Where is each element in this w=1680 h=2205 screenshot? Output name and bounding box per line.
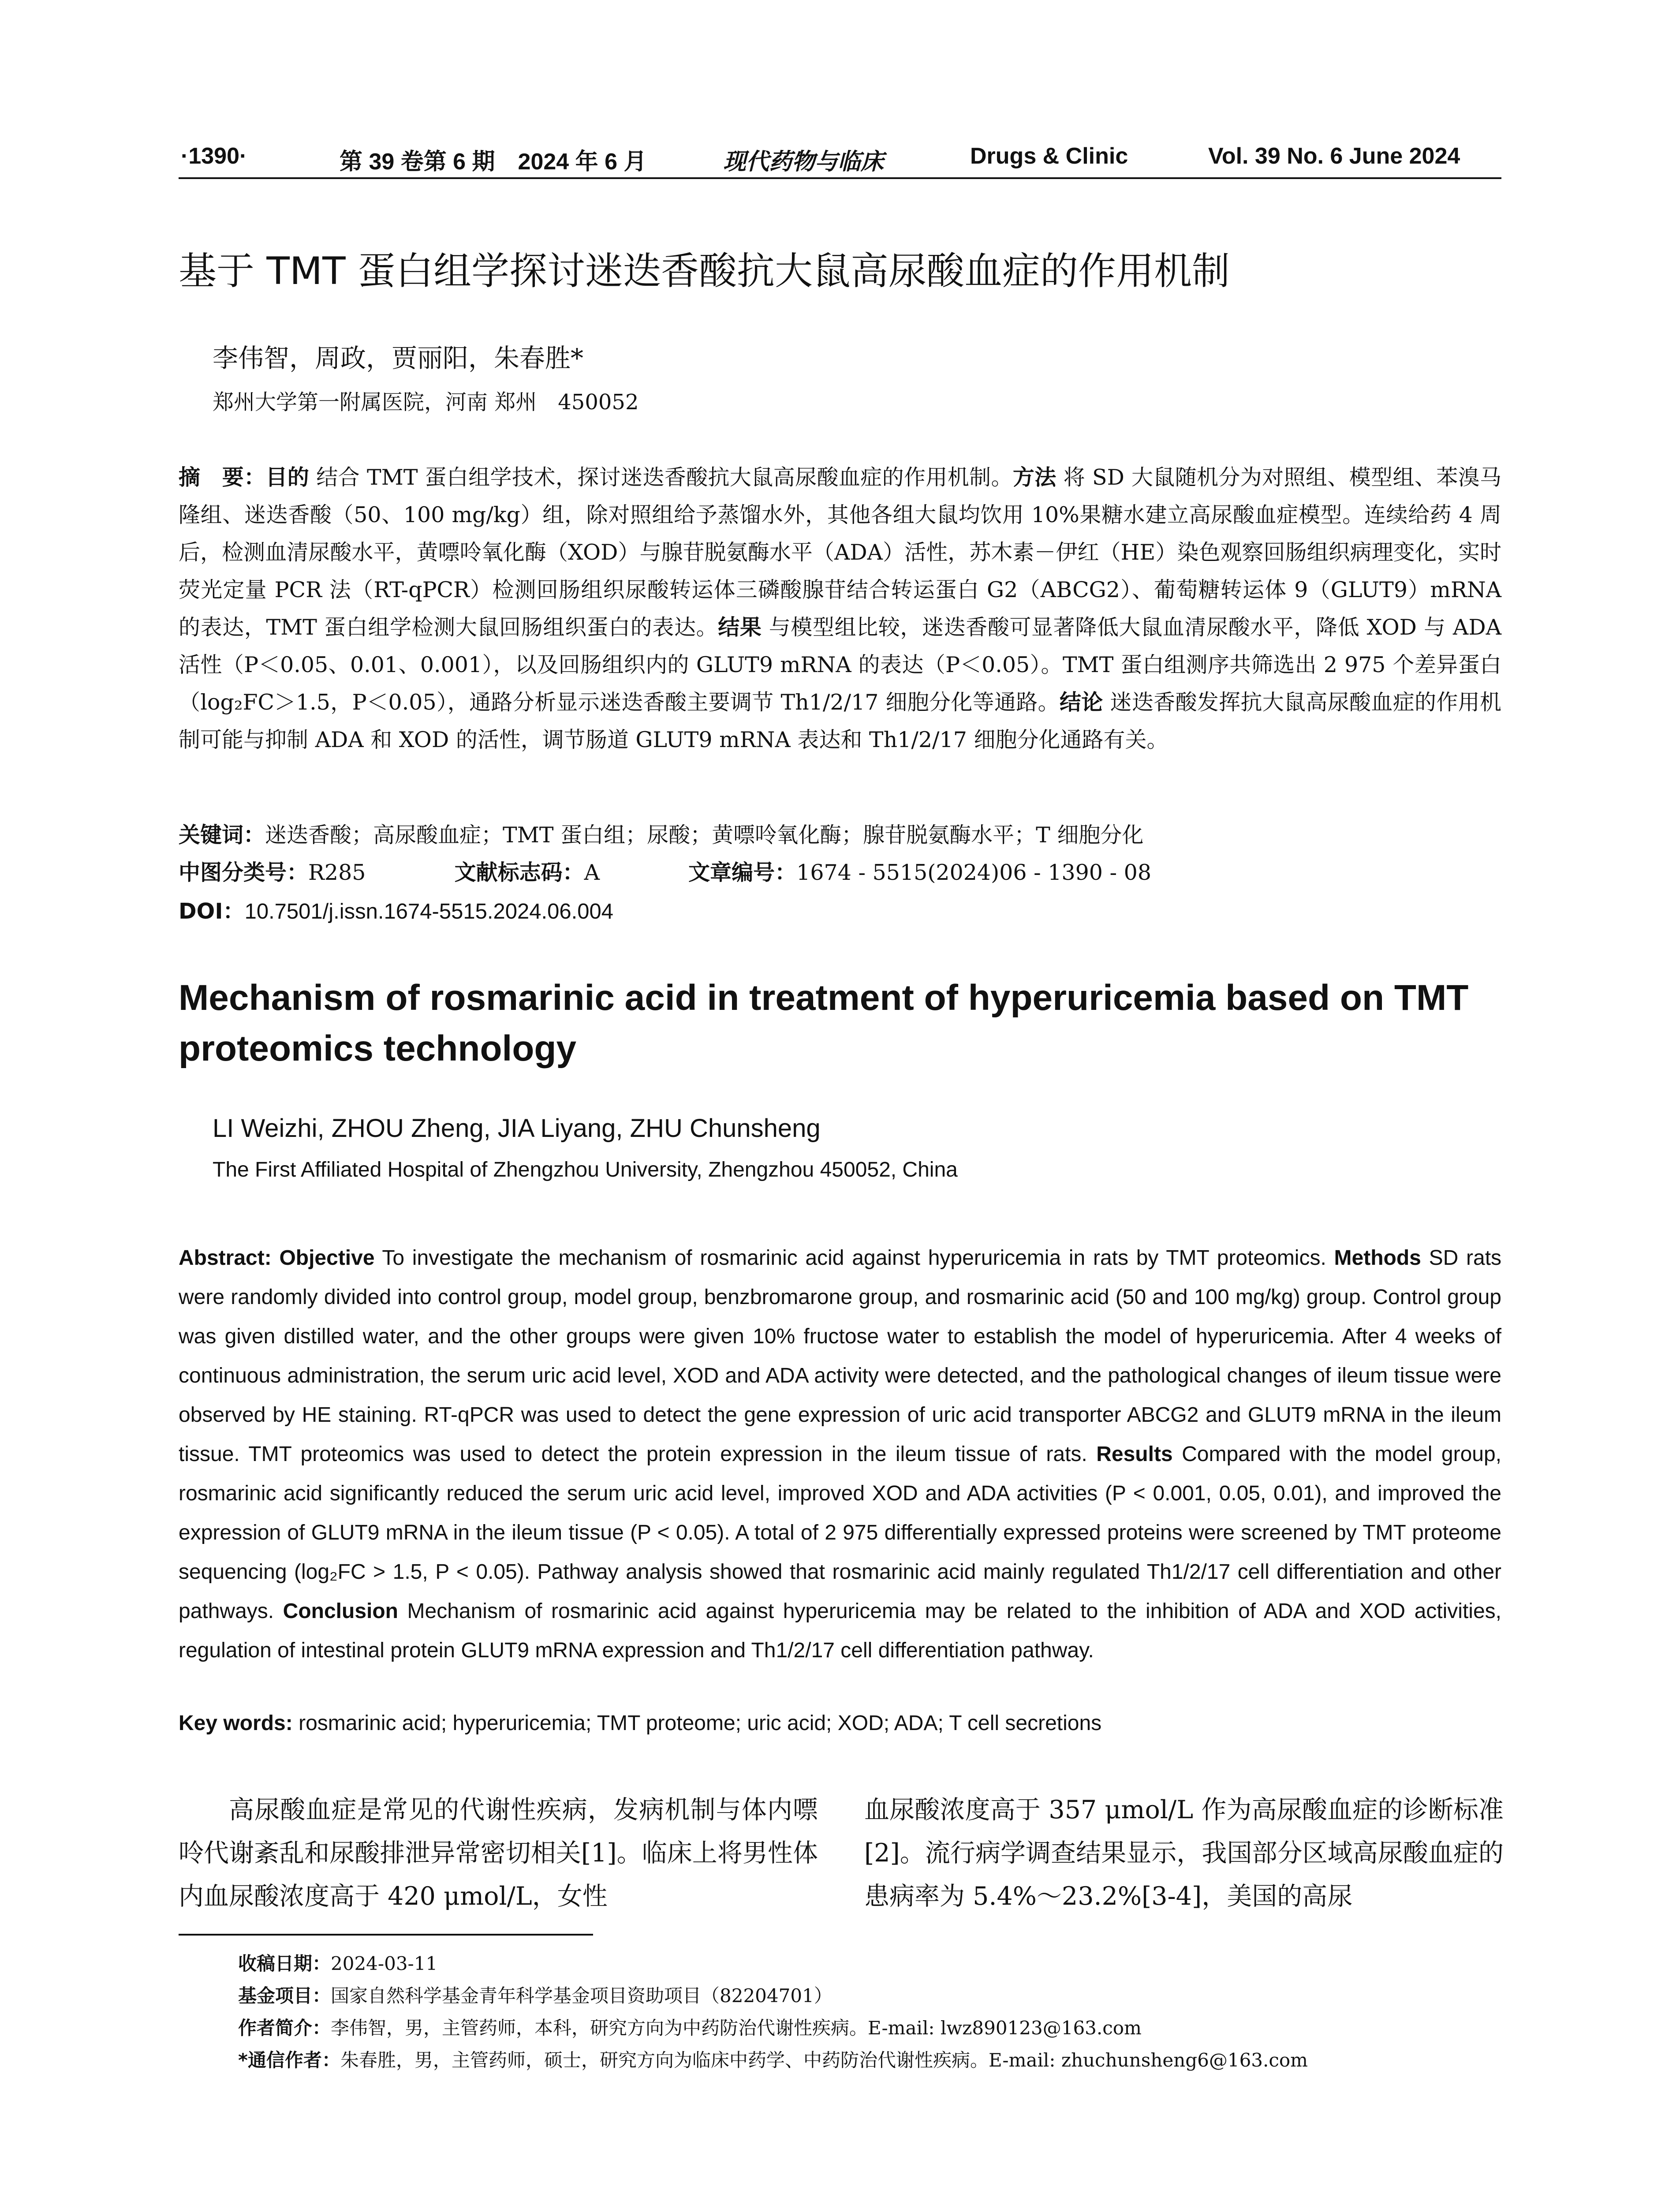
author-bio-label: 作者简介： [238, 2017, 331, 2039]
page-number: ·1390· [181, 143, 247, 169]
received-date: 2024-03-11 [331, 1953, 438, 1974]
methods-cn: 将 SD 大鼠随机分为对照组、模型组、苯溴马隆组、迷迭香酸（50、100 mg/kg）组，除对照组给予蒸馏水外，其他各组大鼠均饮用 10%果糖水建立高尿酸血症模型。连续给药 4 周后，检测血清尿酸水平，黄嘌呤氧化酶（XOD）与腺苷脱氨酶水平（ADA）活性，苏木素－伊红（HE）染色观察回肠组织病理变化，实时荧光定量 PCR 法（RT-qPCR）检测回肠组织尿酸转运体三磷酸腺苷结合转运蛋白 G2（ABCG2）、葡萄糖转运体 9（GLUT9）mRNA 的表达，TMT 蛋白组学检测大鼠回肠组织蛋白的表达。 [179, 465, 1501, 640]
footnote-author [238, 2014, 1142, 2040]
results-label-cn: 结果 [718, 615, 762, 640]
keywords-cn [179, 818, 1143, 849]
received-label: 收稿日期： [238, 1953, 331, 1974]
affiliation-cn: 郑州大学第一附属医院，河南 郑州 450052 [213, 390, 639, 415]
methods-label-en: Methods [1334, 1246, 1421, 1270]
doi-line [179, 894, 613, 925]
keywords-label-cn: 关键词： [179, 822, 265, 848]
objective-cn: 结合 TMT 蛋白组学技术，探讨迷迭香酸抗大鼠高尿酸血症的作用机制。 [316, 465, 1013, 490]
title-cn: 基于 TMT 蛋白组学探讨迷迭香酸抗大鼠高尿酸血症的作用机制 [179, 249, 1230, 293]
conclusion-label-en: Conclusion [283, 1600, 398, 1623]
fund-label: 基金项目： [238, 1985, 331, 2007]
results-cn: 与模型组比较，迷迭香酸可显著降低大鼠血清尿酸水平，降低 XOD 与 ADA 活性（P＜0.05、0.01、0.001），以及回肠组织内的 GLUT9 mRNA 的表达（P＜0.05）。TMT 蛋白组测序共筛选出 2 975 个差异蛋白（log₂FC＞1.5，P＜0.05），通路分析显示迷迭香酸主要调节 Th1/2/17 细胞分化等通路。 [179, 615, 1501, 715]
running-header [181, 140, 1499, 176]
authors-cn: 李伟智，周政，贾丽阳，朱春胜* [213, 343, 584, 373]
keywords-label-en: Key words: [179, 1712, 293, 1735]
article-number-label: 文章编号： [688, 860, 797, 885]
footnote-corresponding [238, 2046, 1308, 2072]
title-en: Mechanism of rosmarinic acid in treatment of hyperuricemia based on TMT proteomics technology [179, 978, 1469, 1069]
abstract-en [179, 1238, 1501, 1670]
methods-en: SD rats were randomly divided into control group, model group, benzbromarone group, and rosmarinic acid (50 and 100 mg/kg) group. Control group was given distilled water, and the other groups were given 10% fructose water to establish the model of hyperuricemia. After 4 weeks of continuous administration, the serum uric acid level, XOD and ADA activity were detected, and the pathological changes of ileum tissue were observed by HE staining. RT-qPCR was used to detect the gene expression of uric acid transporter ABCG2 and GLUT9 mRNA in the ileum tissue. TMT proteomics was used to detect the protein expression in the ileum tissue of rats. [179, 1246, 1502, 1466]
objective-en: To investigate the mechanism of rosmarinic acid against hyperuricemia in rats by TMT proteomics. [382, 1246, 1326, 1270]
objective-label-en: Objective [279, 1246, 375, 1270]
abstract-label-en: Abstract: [179, 1246, 272, 1270]
results-label-en: Results [1096, 1443, 1173, 1466]
journal-name-en: Drugs & Clinic [970, 143, 1128, 169]
keywords-text-cn: 迷迭香酸；高尿酸血症；TMT 蛋白组；尿酸；黄嘌呤氧化酶；腺苷脱氨酶水平；T 细胞分化 [265, 822, 1144, 848]
doc-code-value: A [584, 860, 600, 885]
keywords-en [179, 1711, 1101, 1735]
objective-label-cn: 目的 [265, 465, 310, 490]
conclusion-cn: 迷迭香酸发挥抗大鼠高尿酸血症的作用机制可能与抑制 ADA 和 XOD 的活性，调节肠道 GLUT9 mRNA 表达和 Th1/2/17 细胞分化通路有关。 [179, 690, 1501, 752]
classification-line [179, 856, 1151, 886]
footnote-rule [179, 1934, 593, 1936]
doc-code-label: 文献标志码： [454, 860, 584, 885]
fund-text: 国家自然科学基金青年科学基金项目资助项目（82204701） [331, 1985, 833, 2007]
methods-label-cn: 方法 [1012, 465, 1057, 490]
body-column-right: 血尿酸浓度高于 357 μmol/L 作为高尿酸血症的诊断标准[2]。流行病学调查结果显示，我国部分区域高尿酸血症的患病率为 5.4%～23.2%[3-4]，美国的高尿 [864, 1795, 1504, 1911]
article-number-value: 1674 - 5515(2024)06 - 1390 - 08 [796, 860, 1152, 885]
results-en: Compared with the model group, rosmarinic acid significantly reduced the serum uric acid level, improved XOD and ADA activities (P < 0.001, 0.05, 0.01), and improved the expression of GLUT9 mRNA in the ileum tissue (P < 0.05). A total of 2 975 differentially expressed proteins were screened by TMT proteome sequencing (log₂FC > 1.5, P < 0.05). Pathway analysis showed that rosmarinic acid mainly regulated Th1/2/17 cell differentiation and other pathways. [179, 1443, 1501, 1623]
conclusion-label-cn: 结论 [1059, 690, 1103, 715]
clc-label: 中图分类号： [179, 860, 309, 885]
corresponding-label: *通信作者： [238, 2049, 340, 2071]
author-bio-text: 李伟智，男，主管药师，本科，研究方向为中药防治代谢性疾病。E-mail: lwz890123@163.com [331, 2017, 1142, 2039]
issue-en: Vol. 39 No. 6 June 2024 [1208, 143, 1460, 169]
conclusion-en: Mechanism of rosmarinic acid against hyperuricemia may be related to the inhibition of ADA and XOD activities, regulation of intestinal protein GLUT9 mRNA expression and Th1/2/17 cell differentiation pathway. [179, 1600, 1501, 1662]
body-column-left: 高尿酸血症是常见的代谢性疾病，发病机制与体内嘌呤代谢紊乱和尿酸排泄异常密切相关[1]。临床上将男性体内血尿酸浓度高于 420 μmol/L，女性 [179, 1795, 818, 1911]
issue-cn: 第 39 卷第 6 期 2024 年 6 月 [340, 149, 647, 175]
journal-name-cn: 现代药物与临床 [723, 148, 884, 175]
corresponding-text: 朱春胜，男，主管药师，硕士，研究方向为临床中药学、中药防治代谢性疾病。E-mail: zhuchunsheng6@163.com [340, 2049, 1308, 2071]
keywords-text-en: rosmarinic acid; hyperuricemia; TMT proteome; uric acid; XOD; ADA; T cell secretions [299, 1712, 1102, 1735]
affiliation-en: The First Affiliated Hospital of Zhengzhou University, Zhengzhou 450052, China [213, 1158, 958, 1181]
clc-value: R285 [308, 860, 366, 885]
authors-en: LI Weizhi, ZHOU Zheng, JIA Liyang, ZHU Chunsheng [213, 1114, 821, 1143]
doi-value[interactable]: 10.7501/j.issn.1674-5515.2024.06.004 [244, 900, 613, 923]
abstract-label-cn: 摘 要： [179, 465, 266, 490]
footnote-fund [238, 1981, 833, 2008]
abstract-cn [179, 459, 1501, 759]
doi-label: DOI： [179, 899, 245, 924]
footnote-received [238, 1949, 437, 1976]
header-rule [179, 177, 1501, 179]
